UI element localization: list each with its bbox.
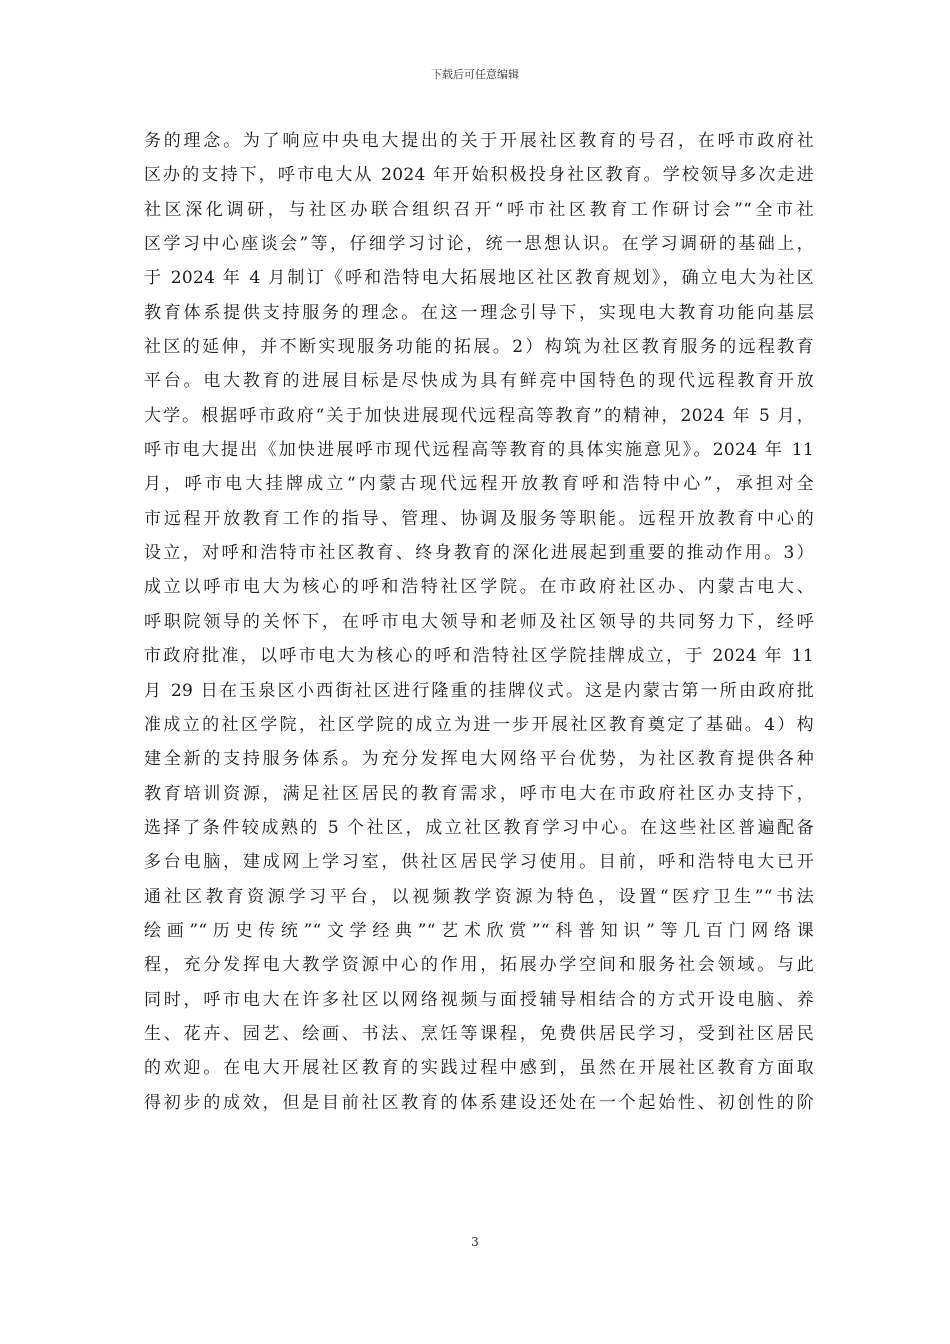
text-line: 社区深化调研，与社区办联合组织召开“呼市社区教育工作研讨会”“全市社 bbox=[144, 199, 814, 220]
text-line: 月 29 日在玉泉区小西街社区进行隆重的挂牌仪式。这是内蒙古第一所由政府批 bbox=[144, 680, 814, 701]
body-text bbox=[144, 124, 814, 1120]
text-line: 区学习中心座谈会”等，仔细学习讨论，统一思想认识。在学习调研的基础上， bbox=[144, 234, 814, 255]
text-line: 社区的延伸，并不断实现服务功能的拓展。2）构筑为社区教育服务的远程教育 bbox=[144, 337, 814, 358]
text-line: 得初步的成效，但是目前社区教育的体系建设还处在一个起始性、初创性的阶 bbox=[144, 1092, 814, 1113]
text-line: 于 2024 年 4 月制订《呼和浩特电大拓展地区社区教育规划》，确立电大为社区 bbox=[144, 268, 814, 289]
text-line: 设立，对呼和浩特市社区教育、终身教育的深化进展起到重要的推动作用。3） bbox=[144, 543, 814, 564]
text-line: 通社区教育资源学习平台，以视频教学资源为特色，设置“医疗卫生”“书法 bbox=[144, 886, 814, 907]
text-line: 多台电脑，建成网上学习室，供社区居民学习使用。目前，呼和浩特电大已开 bbox=[144, 852, 814, 873]
text-line: 平台。电大教育的进展目标是尽快成为具有鲜亮中国特色的现代远程教育开放 bbox=[144, 371, 814, 392]
text-line: 呼职院领导的关怀下，在呼市电大领导和老师及社区领导的共同努力下，经呼 bbox=[144, 611, 814, 632]
text-line: 市政府批准，以呼市电大为核心的呼和浩特社区学院挂牌成立，于 2024 年 11 bbox=[144, 646, 814, 667]
page-header: 下载后可任意编辑 bbox=[431, 68, 519, 81]
text-line: 的欢迎。在电大开展社区教育的实践过程中感到，虽然在开展社区教育方面取 bbox=[144, 1058, 814, 1079]
text-line: 教育培训资源，满足社区居民的教育需求，呼市电大在市政府社区办支持下， bbox=[144, 783, 814, 804]
text-line: 成立以呼市电大为核心的呼和浩特社区学院。在市政府社区办、内蒙古电大、 bbox=[144, 577, 814, 598]
text-line: 绘画”“历史传统”“文学经典”“艺术欣赏”“科普知识”等几百门网络课 bbox=[144, 920, 814, 941]
text-line: 大学。根据呼市政府“关于加快进展现代远程高等教育”的精神，2024 年 5 月， bbox=[144, 405, 814, 426]
text-line: 同时，呼市电大在许多社区以网络视频与面授辅导相结合的方式开设电脑、养 bbox=[144, 989, 814, 1010]
text-line: 呼市电大提出《加快进展呼市现代远程高等教育的具体实施意见》。2024 年 11 bbox=[144, 440, 814, 461]
text-line: 建全新的支持服务体系。为充分发挥电大网络平台优势，为社区教育提供各种 bbox=[144, 749, 814, 770]
text-line: 务的理念。为了响应中央电大提出的关于开展社区教育的号召，在呼市政府社 bbox=[144, 131, 814, 151]
text-line: 生、花卉、园艺、绘画、书法、烹饪等课程，免费供居民学习，受到社区居民 bbox=[144, 1023, 814, 1044]
text-line: 市远程开放教育工作的指导、管理、协调及服务等职能。远程开放教育中心的 bbox=[144, 508, 814, 529]
text-line: 程，充分发挥电大教学资源中心的作用，拓展办学空间和服务社会领域。与此 bbox=[144, 955, 814, 976]
text-line: 月，呼市电大挂牌成立“内蒙古现代远程开放教育呼和浩特中心”，承担对全 bbox=[144, 474, 814, 495]
page-number: 3 bbox=[471, 1235, 479, 1249]
text-line: 区办的支持下，呼市电大从 2024 年开始积极投身社区教育。学校领导多次走进 bbox=[144, 165, 814, 186]
text-line: 选择了条件较成熟的 5 个社区，成立社区教育学习中心。在这些社区普遍配备 bbox=[144, 817, 814, 838]
text-line: 教育体系提供支持服务的理念。在这一理念引导下，实现电大教育功能向基层 bbox=[144, 302, 814, 323]
text-line: 准成立的社区学院，社区学院的成立为进一步开展社区教育奠定了基础。4）构 bbox=[144, 714, 814, 735]
